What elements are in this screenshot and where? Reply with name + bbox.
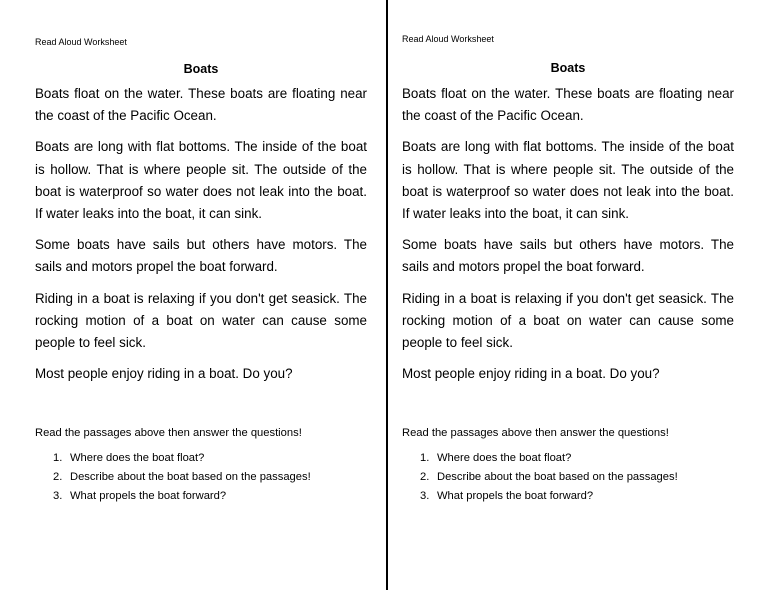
passage-paragraph: Boats float on the water. These boats are floating near the coast of the Pacific Ocean. bbox=[35, 86, 367, 124]
question-number: 1. bbox=[53, 452, 63, 465]
questions-instruction: Read the passages above then answer the questions! bbox=[35, 427, 302, 440]
worksheet-title: Boats bbox=[183, 62, 219, 76]
question-item bbox=[35, 487, 367, 506]
question-number: 2. bbox=[420, 471, 430, 484]
question-number: 1. bbox=[420, 452, 430, 465]
worksheet-page-right bbox=[389, 0, 768, 594]
question-text: Where does the boat float? bbox=[437, 452, 572, 465]
passage bbox=[402, 83, 734, 385]
passage-paragraph: Some boats have sails but others have motors. The sails and motors propel the boat forward. bbox=[35, 237, 367, 275]
question-number: 3. bbox=[53, 490, 63, 503]
passage-paragraph: Boats are long with flat bottoms. The inside of the boat is hollow. That is where people sit. The outside of the boat is waterproof so water does not leak into the boat. If water leaks into the boat, it can sink. bbox=[35, 139, 367, 222]
question-list bbox=[35, 449, 367, 506]
question-item bbox=[35, 468, 367, 487]
question-item bbox=[402, 468, 734, 487]
passage-paragraph: Riding in a boat is relaxing if you don't get seasick. The rocking motion of a boat on water can cause some people to feel sick. bbox=[402, 290, 734, 351]
question-item bbox=[402, 449, 734, 468]
worksheet-title: Boats bbox=[550, 61, 586, 75]
worksheet-header-label: Read Aloud Worksheet bbox=[35, 37, 127, 47]
passage-paragraph: Boats are long with flat bottoms. The inside of the boat is hollow. That is where people sit. The outside of the boat is waterproof so water does not leak into the boat. If water leaks into the boat, it can sink. bbox=[402, 139, 734, 222]
question-item bbox=[35, 449, 367, 468]
passage-paragraph: Some boats have sails but others have motors. The sails and motors propel the boat forward. bbox=[402, 237, 734, 275]
question-text: What propels the boat forward? bbox=[70, 490, 227, 503]
passage-paragraph: Most people enjoy riding in a boat. Do you? bbox=[35, 366, 293, 382]
question-list bbox=[402, 449, 734, 506]
question-text: Describe about the boat based on the passages! bbox=[70, 471, 311, 484]
question-text: Where does the boat float? bbox=[70, 452, 205, 465]
question-number: 3. bbox=[420, 490, 430, 503]
passage bbox=[35, 83, 367, 385]
passage-paragraph: Riding in a boat is relaxing if you don't get seasick. The rocking motion of a boat on water can cause some people to feel sick. bbox=[35, 290, 367, 351]
question-text: Describe about the boat based on the passages! bbox=[437, 471, 678, 484]
question-text: What propels the boat forward? bbox=[437, 490, 594, 503]
passage-paragraph: Boats float on the water. These boats are floating near the coast of the Pacific Ocean. bbox=[402, 86, 734, 124]
worksheet-header-label: Read Aloud Worksheet bbox=[402, 34, 494, 44]
question-number: 2. bbox=[53, 471, 63, 484]
question-item bbox=[402, 487, 734, 506]
questions-instruction: Read the passages above then answer the questions! bbox=[402, 427, 669, 440]
page-divider bbox=[386, 0, 388, 590]
passage-paragraph: Most people enjoy riding in a boat. Do you? bbox=[402, 366, 660, 382]
